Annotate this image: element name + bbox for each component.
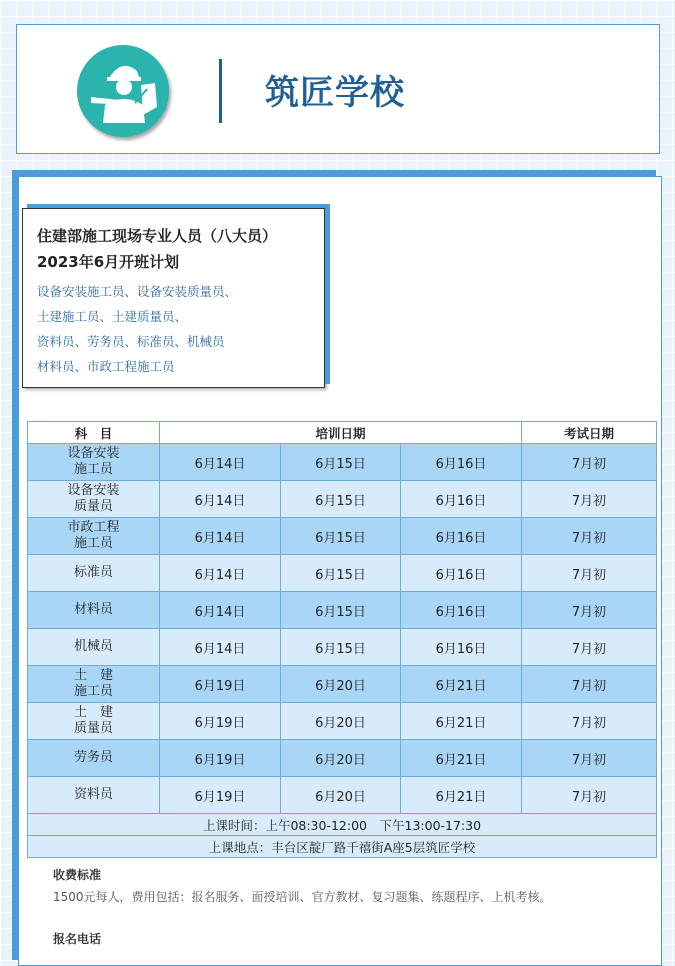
exam-date-cell: 7月初 [522,444,657,481]
training-date-cell: 6月20日 [281,740,401,777]
subject-cell [28,518,160,555]
fee-text: 1500元每人，费用包括：报名服务、面授培训、官方教材、复习题集、练题程序、上机考核。 [53,890,552,904]
training-date-cell: 6月15日 [281,592,401,629]
training-date-cell: 6月14日 [160,518,281,555]
subject-line1: 土 建 [73,668,113,683]
table-row [28,481,657,518]
header-subject: 科 目 [28,422,160,444]
exam-date-cell: 7月初 [522,740,657,777]
training-date-cell: 6月19日 [160,666,281,703]
training-date-cell: 6月20日 [281,777,401,814]
subject-line2: 施工员 [73,684,113,699]
worker-icon [77,45,169,137]
training-date-cell: 6月14日 [160,629,281,666]
table-row [28,740,657,777]
table-row [28,518,657,555]
exam-date-cell: 7月初 [522,777,657,814]
training-date-cell: 6月16日 [401,629,522,666]
training-date-cell: 6月20日 [281,666,401,703]
header-divider [219,59,222,123]
schedule-table [27,421,657,858]
training-date-cell: 6月15日 [281,518,401,555]
subject-line1: 土 建 [73,705,113,720]
subject-cell [28,666,160,703]
subject-line1: 设备安装 [67,446,120,461]
subject-cell [28,592,160,629]
phone-label: 报名电话 [53,932,102,946]
header-exam-date: 考试日期 [522,422,657,444]
training-date-cell: 6月16日 [401,592,522,629]
subject-line1: 资料员 [73,787,113,802]
info-line: 土建施工员、土建质量员、 [37,309,188,324]
exam-date-cell: 7月初 [522,592,657,629]
subject-line2: 质量员 [73,721,113,736]
info-title-line1: 住建部施工现场专业人员（八大员） [37,227,278,245]
class-time: 上课时间：上午08:30-12:00 下午13:00-17:30 [28,814,657,836]
training-date-cell: 6月21日 [401,703,522,740]
info-line: 资料员、劳务员、标准员、机械员 [37,334,225,349]
info-title-line2: 2023年6月开班计划 [37,253,180,271]
info-line: 设备安装施工员、设备安装质量员、 [37,284,238,299]
subject-cell [28,740,160,777]
header-card [16,24,660,154]
training-date-cell: 6月16日 [401,555,522,592]
subject-cell [28,555,160,592]
training-date-cell: 6月19日 [160,740,281,777]
subject-line1: 机械员 [73,639,113,654]
training-date-cell: 6月14日 [160,592,281,629]
training-date-cell: 6月15日 [281,444,401,481]
subject-line1: 设备安装 [67,483,120,498]
training-date-cell: 6月14日 [160,555,281,592]
subject-line1: 材料员 [73,602,113,617]
class-location: 上课地点：丰台区靛厂路千禧街A座5层筑匠学校 [28,836,657,858]
subject-line2: 施工员 [73,462,113,477]
subject-line1: 标准员 [73,565,113,580]
training-date-cell: 6月21日 [401,666,522,703]
training-date-cell: 6月20日 [281,703,401,740]
subject-cell [28,629,160,666]
info-box [22,208,325,388]
exam-date-cell: 7月初 [522,481,657,518]
training-date-cell: 6月16日 [401,444,522,481]
subject-cell [28,777,160,814]
exam-date-cell: 7月初 [522,555,657,592]
subject-line2: 施工员 [73,536,113,551]
training-date-cell: 6月16日 [401,481,522,518]
table-row [28,777,657,814]
exam-date-cell: 7月初 [522,518,657,555]
table-row [28,592,657,629]
exam-date-cell: 7月初 [522,703,657,740]
school-name: 筑匠学校 [265,73,405,113]
fee-label: 收费标准 [53,868,102,882]
training-date-cell: 6月15日 [281,481,401,518]
exam-date-cell: 7月初 [522,666,657,703]
training-date-cell: 6月15日 [281,555,401,592]
subject-cell [28,444,160,481]
subject-line1: 市政工程 [67,520,120,535]
training-date-cell: 6月19日 [160,703,281,740]
table-row [28,629,657,666]
subject-cell [28,703,160,740]
training-date-cell: 6月16日 [401,518,522,555]
header-training-date: 培训日期 [160,422,522,444]
exam-date-cell: 7月初 [522,629,657,666]
school-logo [77,45,169,137]
subject-cell [28,481,160,518]
subject-line1: 劳务员 [73,750,113,765]
info-line: 材料员、市政工程施工员 [37,359,175,374]
table-row [28,666,657,703]
training-date-cell: 6月14日 [160,444,281,481]
subject-line2: 质量员 [73,499,113,514]
table-row [28,703,657,740]
training-date-cell: 6月15日 [281,629,401,666]
table-row [28,555,657,592]
training-date-cell: 6月19日 [160,777,281,814]
training-date-cell: 6月21日 [401,740,522,777]
training-date-cell: 6月14日 [160,481,281,518]
training-date-cell: 6月21日 [401,777,522,814]
table-row [28,444,657,481]
